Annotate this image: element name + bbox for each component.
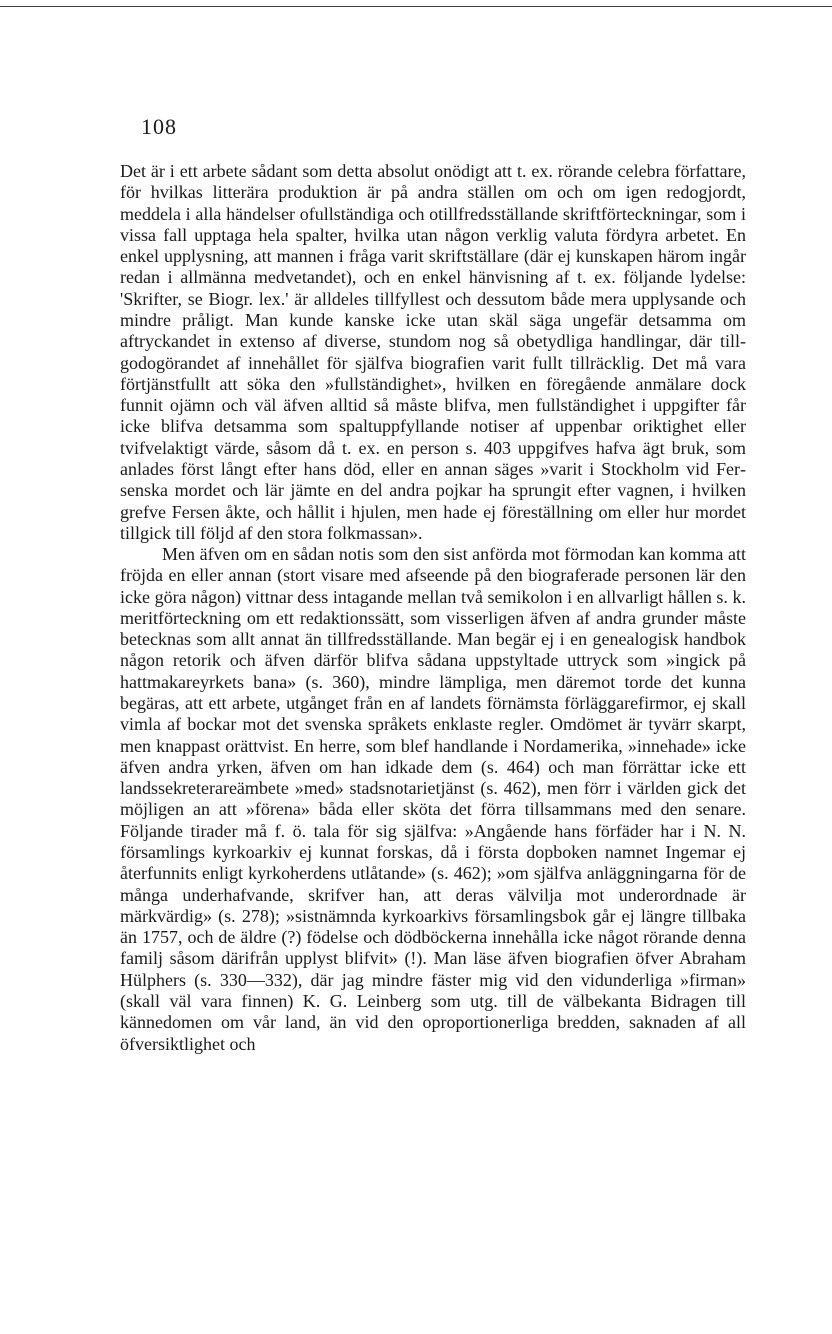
page-body [120, 161, 746, 1055]
paragraph-1: Det är i ett arbete sådant som detta absolut onödigt att t. ex. rörande celebra författare, för hvilkas litterära produktion är på andra ställen om och om igen redogjordt, meddela i alla händelser ofullständiga och otillfredsställande skriftförteckningar, som i vissa fall upptaga hela spalter, hvilka utan någon verklig valuta fördyra arbetet. En enkel upplysning, att mannen i fråga varit skriftställare (där ej kunskapen härom ingår redan i allmänna medvetandet), och en enkel hänvisning af t. ex. följande lydelse: 'Skrifter, se Biogr. lex.' är alldeles tillfyllest och dessutom både mera upplysande och mindre pråligt. Man kunde kanske icke utan skäl säga ungefär detsamma om aftryckandet in extenso af diverse, stundom nog så obetydliga handlingar, där tillgodogörandet af innehållet för själfva biografien varit fullt tillräcklig. Det må vara förtjänstfullt att söka den »fullständighet», hvilken en föregående anmälare dock funnit ojämn och väl äfven alltid så måste blifva, men fullständighet i uppgifter får icke blifva detsamma som spaltuppfyllande notiser af uppenbar oriktighet eller tvifvelaktigt värde, såsom då t. ex. en person s. 403 uppgifves hafva ägt bruk, som anlades först långt efter hans död, eller en annan säges »varit i Stockholm vid Fersenska mordet och lär jämte en del andra pojkar ha sprungit efter vagnen, i hvilken grefve Fersen åkte, och hållit i hjulen, men hade ej föreställning om eller hur mordet tillgick till följd af den stora folkmassan». [120, 161, 746, 543]
page-number: 108 [141, 114, 177, 139]
paragraph-2: Men äfven om en sådan notis som den sist anförda mot förmodan kan komma att fröjda en eller annan (stort visare med afseende på den biograferade personen lär den icke göra någon) vittnar dess intagande mellan två semikolon i en allvarligt hållen s. k. meritförteckning om ett redaktionssätt, som visserligen äfven af andra grunder måste betecknas som allt annat än tillfredsställande. Man begär ej i en genealogisk handbok någon retorik och äfven därför blifva sådana uppstyltade uttryck som »ingick på hattmakareyrkets bana» (s. 360), mindre lämpliga, men däremot torde det kunna begäras, att ett arbete, utgånget från en af landets förnämsta förläggarefirmor, ej skall vimla af bockar mot det svenska språkets enklaste regler. Omdömet är tyvärr skarpt, men knappast orättvist. En herre, som blef handlande i Nordamerika, »innehade» icke äfven andra yrken, äfven om han idkade dem (s. 464) och man förrättar icke ett landssekreterareämbete »med» stadsnotarietjänst (s. 462), men förr i världen gick det möjligen an att »förena» båda eller sköta det förra tillsammans med den senare. Följande tirader må f. ö. tala för sig själfva: »Angående hans förfäder har i N. N. församlings kyrkoarkiv ej kunnat forskas, då i första dopboken namnet Ingemar ej återfunnits enligt kyrkoherdens utlåtande» (s. 462); »om själfva anläggningarna för de många underhafvande, skrifver han, att deras välvilja mot underordnade är märkvärdig» (s. 278); »sistnämnda kyrkoarkivs församlingsbok går ej längre tillbaka än 1757, och de äldre (?) födelse och dödböckerna innehålla icke något rörande denna familj såsom därifrån upplyst blifvit» (!). Man läse äfven biografien öfver Abraham Hülphers (s. 330—332), där jag mindre fäster mig vid den vidunderliga »firman» (skall väl vara finnen) K. G. Leinberg som utg. till de välbekanta Bidragen till kännedomen om vår land, än vid den oproportionerliga bredden, saknaden af all öfversiktlighet och [120, 544, 746, 1054]
top-rule [0, 6, 832, 7]
